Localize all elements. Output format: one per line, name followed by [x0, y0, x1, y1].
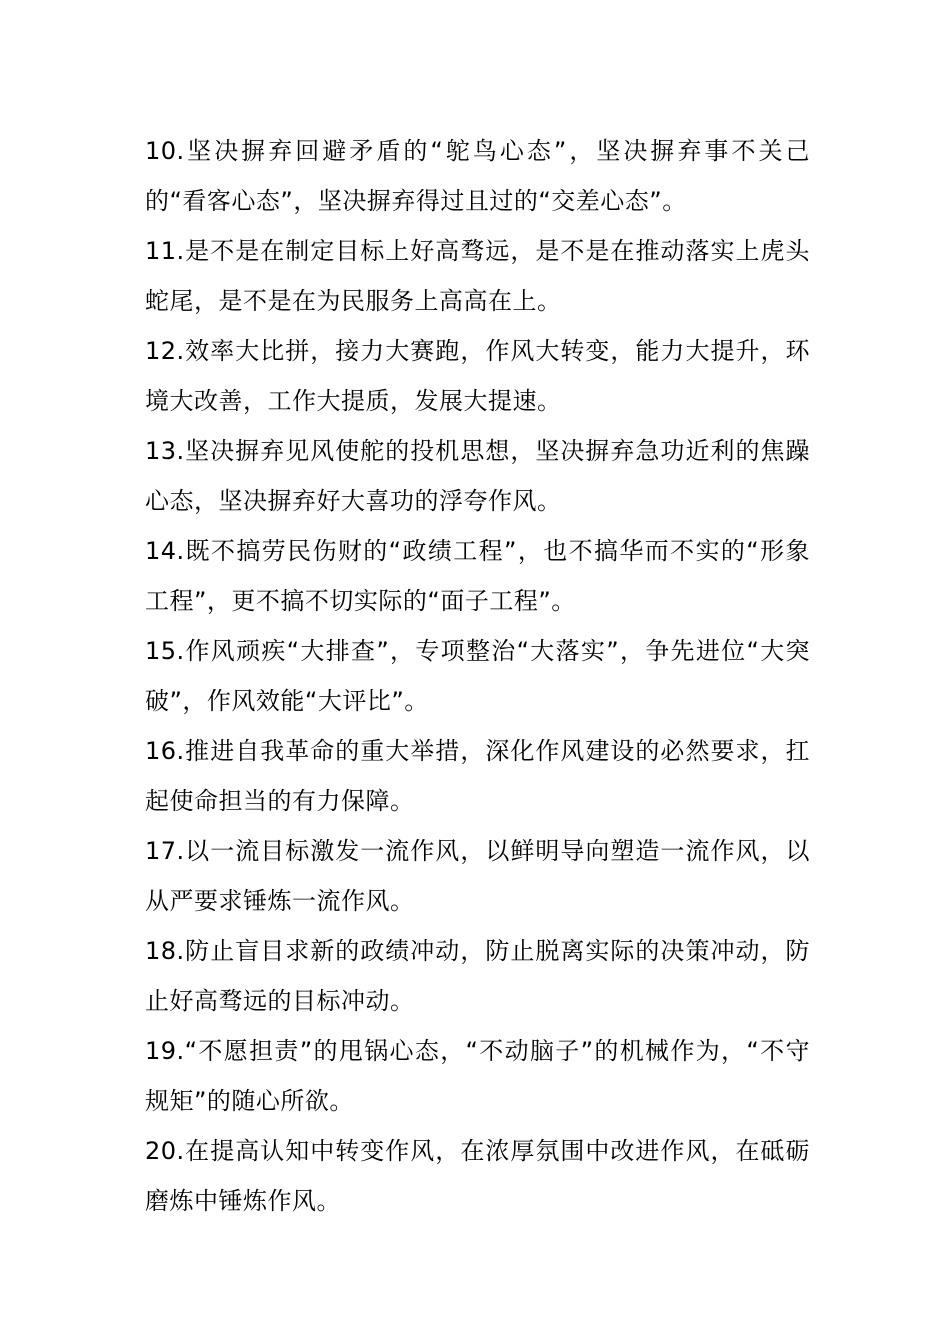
paragraph-19: 19.“不愿担责”的甩锅心态，“不动脑子”的机械作为，“不守规矩”的随心所欲。	[145, 1037, 810, 1115]
paragraph-13: 13.坚决摒弃见风使舵的投机思想，坚决摒弃急功近利的焦躁心态，坚决摒弃好大喜功的浮夸作风。	[145, 437, 810, 515]
paragraph-10: 10.坚决摒弃回避矛盾的“鸵鸟心态”，坚决摒弃事不关己的“看客心态”，坚决摒弃得过且过的“交差心态”。	[145, 137, 810, 215]
paragraph-14: 14.既不搞劳民伤财的“政绩工程”，也不搞华而不实的“形象工程”，更不搞不切实际的“面子工程”。	[145, 537, 810, 615]
paragraph-16: 16.推进自我革命的重大举措，深化作风建设的必然要求，扛起使命担当的有力保障。	[145, 737, 810, 815]
paragraph-15: 15.作风顽疾“大排查”，专项整治“大落实”，争先进位“大突破”，作风效能“大评比”。	[145, 637, 810, 715]
paragraph-12: 12.效率大比拼，接力大赛跑，作风大转变，能力大提升，环境大改善，工作大提质，发展大提速。	[145, 337, 810, 415]
paragraph-20: 20.在提高认知中转变作风，在浓厚氛围中改进作风，在砥砺磨炼中锤炼作风。	[145, 1137, 810, 1215]
paragraph-11: 11.是不是在制定目标上好高骛远，是不是在推动落实上虎头蛇尾，是不是在为民服务上高高在上。	[145, 237, 810, 315]
paragraph-17: 17.以一流目标激发一流作风，以鲜明导向塑造一流作风，以从严要求锤炼一流作风。	[145, 837, 810, 915]
paragraph-18: 18.防止盲目求新的政绩冲动，防止脱离实际的决策冲动，防止好高骛远的目标冲动。	[145, 937, 810, 1015]
document-body	[145, 126, 810, 1226]
